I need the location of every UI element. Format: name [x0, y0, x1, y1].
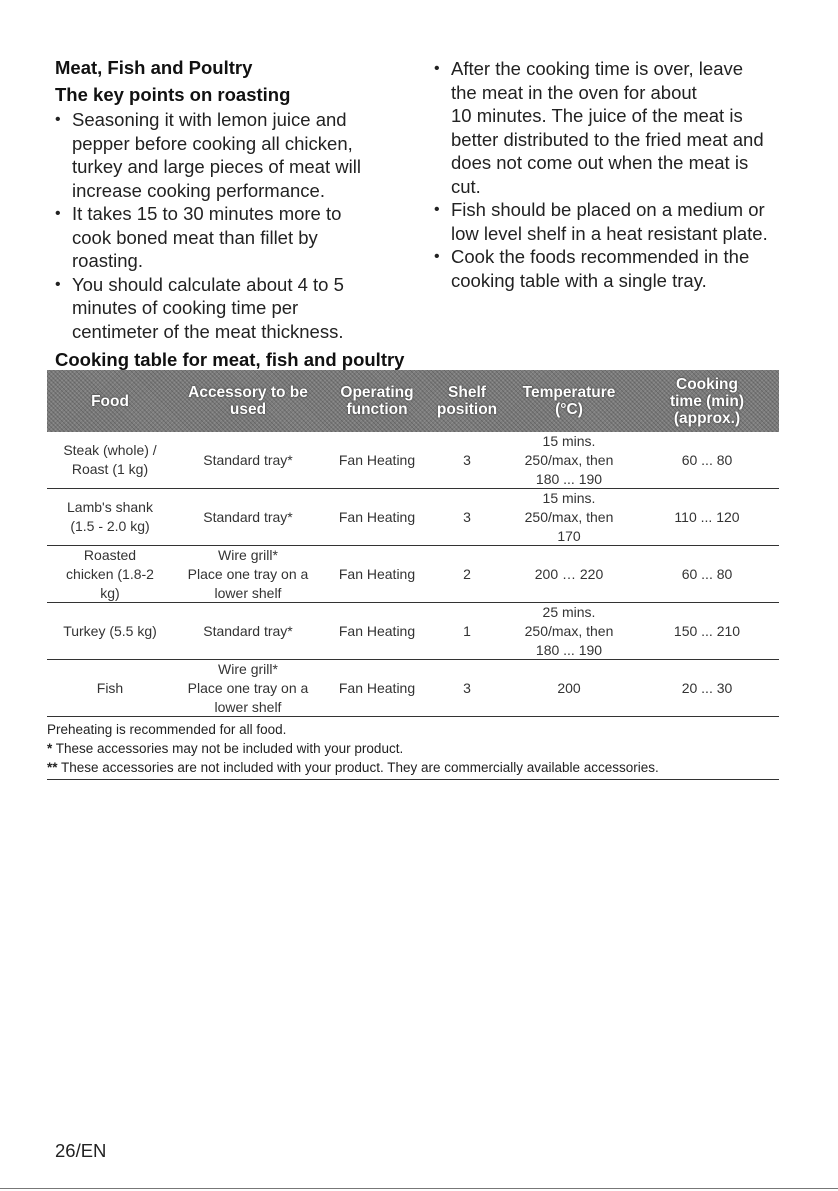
- header-food: [47, 393, 173, 410]
- cell-text: Steak (whole) /: [63, 442, 157, 458]
- table-row: [47, 432, 779, 489]
- table-title: Cooking table for meat, fish and poultry: [55, 349, 405, 370]
- cell-text: 110 ... 120: [674, 508, 740, 525]
- cell-text: Fan Heating: [338, 508, 416, 525]
- cell-function: [323, 508, 431, 527]
- list-item-line: cook boned meat than fillet by: [72, 226, 318, 248]
- cell-text: 200: [557, 679, 581, 696]
- cell-text: Lamb's shank: [67, 499, 153, 515]
- list-item-line: 10 minutes. The juice of the meat is: [451, 105, 743, 126]
- cell-text: 200 … 220: [534, 565, 604, 582]
- list-item-line: After the cooking time is over, leave: [451, 58, 744, 79]
- cell-text: 170: [557, 527, 581, 544]
- cell-temperature: [503, 603, 635, 660]
- cell-food: [47, 679, 173, 698]
- cell-text: 250/max, then: [524, 508, 614, 525]
- list-item: [55, 273, 395, 344]
- cell-shelf: [431, 679, 503, 698]
- list-item: [434, 245, 794, 292]
- list-item-line: does not come out when the meat is: [451, 152, 749, 173]
- header-temperature: [503, 384, 635, 418]
- section-subtitle: The key points on roasting: [55, 84, 291, 105]
- cell-function: [323, 451, 431, 470]
- header-text: Temperature: [522, 384, 616, 401]
- cell-food: [47, 498, 173, 536]
- cell-food: [47, 441, 173, 479]
- list-item-line: increase cooking performance.: [72, 179, 325, 201]
- note-marker: *: [47, 741, 53, 756]
- list-item-line: minutes of cooking time per: [72, 297, 299, 318]
- cell-text: Fan Heating: [338, 565, 416, 582]
- list-item-line: You should calculate about 4 to 5: [72, 273, 344, 295]
- cooking-table: [47, 370, 779, 780]
- list-item-line: better distributed to the fried meat and: [451, 128, 764, 150]
- page-number: 26/EN: [55, 1140, 107, 1161]
- header-text: (approx.): [673, 409, 741, 427]
- cell-time: [635, 679, 779, 698]
- cell-accessory: [173, 451, 323, 470]
- left-column: [55, 57, 395, 343]
- list-item-line: roasting.: [72, 250, 143, 271]
- cell-text: 3: [463, 508, 471, 525]
- cell-text: 150 ... 210: [673, 622, 741, 639]
- cell-function: [323, 679, 431, 698]
- cell-text: 250/max, then: [524, 451, 614, 468]
- note-text: These accessories are not included with your product. They are commercially available accessories.: [57, 760, 659, 775]
- table-note: [47, 720, 779, 739]
- header-text: used: [229, 401, 267, 418]
- cell-food: [47, 546, 173, 603]
- cell-accessory: [173, 660, 323, 717]
- table-row: [47, 489, 779, 546]
- cell-temperature: [503, 432, 635, 489]
- cell-text: 25 mins.: [542, 603, 596, 620]
- cell-text: Fan Heating: [338, 451, 416, 468]
- list-item-line: Fish should be placed on a medium or: [451, 199, 765, 220]
- bullet-icon: •: [434, 201, 440, 218]
- cell-function: [323, 565, 431, 584]
- header-text: Accessory to be: [188, 384, 308, 401]
- cell-text: 60 ... 80: [681, 451, 733, 468]
- right-column: [434, 57, 794, 292]
- list-item-line: Cook the foods recommended in the: [451, 246, 750, 267]
- header-operating-function: [323, 384, 431, 418]
- cell-text: Roast (1 kg): [71, 461, 149, 477]
- header-text: Cooking: [676, 375, 738, 393]
- header-text: Operating: [340, 384, 414, 401]
- header-text: Food: [91, 392, 129, 410]
- cell-text: Fish: [96, 679, 124, 696]
- cell-text: 180 ... 190: [535, 470, 603, 487]
- cell-shelf: [431, 565, 503, 584]
- cell-time: [635, 508, 779, 527]
- cell-text: Wire grill*: [218, 660, 278, 677]
- cell-text: kg): [100, 584, 120, 601]
- header-text: function: [346, 401, 408, 418]
- cell-time: [635, 565, 779, 584]
- list-item-line: It takes 15 to 30 minutes more to: [72, 203, 342, 224]
- table-row: [47, 660, 779, 717]
- roasting-tips-list: [55, 108, 395, 343]
- header-text: time (min): [669, 392, 745, 410]
- table-row: [47, 546, 779, 603]
- cell-shelf: [431, 508, 503, 527]
- roasting-tips-list-continued: [434, 57, 794, 292]
- cell-text: 15 mins.: [542, 432, 596, 449]
- cell-text: 60 ... 80: [681, 565, 733, 582]
- cell-temperature: [503, 679, 635, 698]
- cell-text: Fan Heating: [338, 622, 416, 639]
- header-cooking-time: [635, 376, 779, 427]
- list-item-line: low level shelf in a heat resistant plate.: [451, 222, 768, 244]
- cell-time: [635, 451, 779, 470]
- list-item-line: Seasoning it with lemon juice and: [72, 109, 347, 130]
- list-item-line: cooking table with a single tray.: [451, 269, 707, 291]
- cell-text: Standard tray*: [203, 451, 293, 468]
- cell-temperature: [503, 565, 635, 584]
- cell-food: [47, 622, 173, 641]
- cell-text: 3: [463, 451, 471, 468]
- cell-text: 250/max, then: [524, 622, 614, 639]
- cell-shelf: [431, 622, 503, 641]
- header-text: Shelf: [448, 384, 486, 401]
- cell-text: 2: [463, 565, 471, 582]
- cell-time: [635, 622, 779, 641]
- cell-text: Standard tray*: [203, 622, 293, 639]
- cell-text: 3: [463, 679, 471, 696]
- cell-accessory: [173, 508, 323, 527]
- table-row: [47, 603, 779, 660]
- cell-text: Fan Heating: [338, 679, 416, 696]
- bullet-icon: •: [434, 248, 440, 265]
- list-item-line: pepper before cooking all chicken,: [72, 132, 353, 154]
- cell-text: Place one tray on a: [187, 679, 309, 696]
- cell-accessory: [173, 546, 323, 603]
- header-shelf-position: [431, 384, 503, 418]
- list-item: [55, 202, 395, 273]
- section-title: Meat, Fish and Poultry: [55, 57, 253, 78]
- cell-text: 20 ... 30: [681, 679, 733, 696]
- list-item: [434, 198, 794, 245]
- cell-text: 15 mins.: [542, 489, 596, 506]
- list-item-line: centimeter of the meat thickness.: [72, 320, 344, 342]
- note-marker: **: [47, 760, 58, 775]
- list-item: [55, 108, 395, 202]
- cell-text: Roasted: [83, 546, 137, 563]
- bullet-icon: •: [434, 60, 440, 77]
- cell-text: 1: [463, 622, 471, 639]
- list-item: [434, 57, 794, 198]
- list-item-line: turkey and large pieces of meat will: [72, 156, 361, 177]
- cell-text: Wire grill*: [218, 546, 278, 563]
- cell-text: lower shelf: [214, 698, 282, 715]
- bullet-icon: •: [55, 205, 61, 222]
- note-text: These accessories may not be included with your product.: [52, 741, 404, 756]
- list-item-line: cut.: [451, 175, 481, 197]
- bullet-icon: •: [55, 111, 61, 128]
- list-item-line: the meat in the oven for about: [451, 81, 697, 103]
- cell-text: chicken (1.8-2: [66, 565, 154, 582]
- note-text: Preheating is recommended for all food.: [47, 722, 287, 737]
- table-header: [47, 370, 779, 432]
- cell-accessory: [173, 622, 323, 641]
- cell-text: lower shelf: [214, 584, 282, 601]
- table-notes: [47, 717, 779, 780]
- cell-shelf: [431, 451, 503, 470]
- cell-text: Standard tray*: [203, 508, 293, 525]
- cell-text: 180 ... 190: [535, 641, 603, 658]
- table-note: [47, 739, 779, 758]
- header-text: position: [436, 401, 498, 418]
- bullet-icon: •: [55, 275, 61, 293]
- cell-temperature: [503, 489, 635, 546]
- header-text: (°C): [555, 401, 583, 418]
- cell-function: [323, 622, 431, 641]
- table-note: [47, 758, 779, 777]
- header-accessory: [173, 384, 323, 418]
- cell-text: Place one tray on a: [187, 565, 309, 582]
- cell-text: Turkey (5.5 kg): [63, 622, 157, 639]
- page-bottom-rule: [0, 1188, 838, 1189]
- cell-text: (1.5 - 2.0 kg): [70, 518, 150, 534]
